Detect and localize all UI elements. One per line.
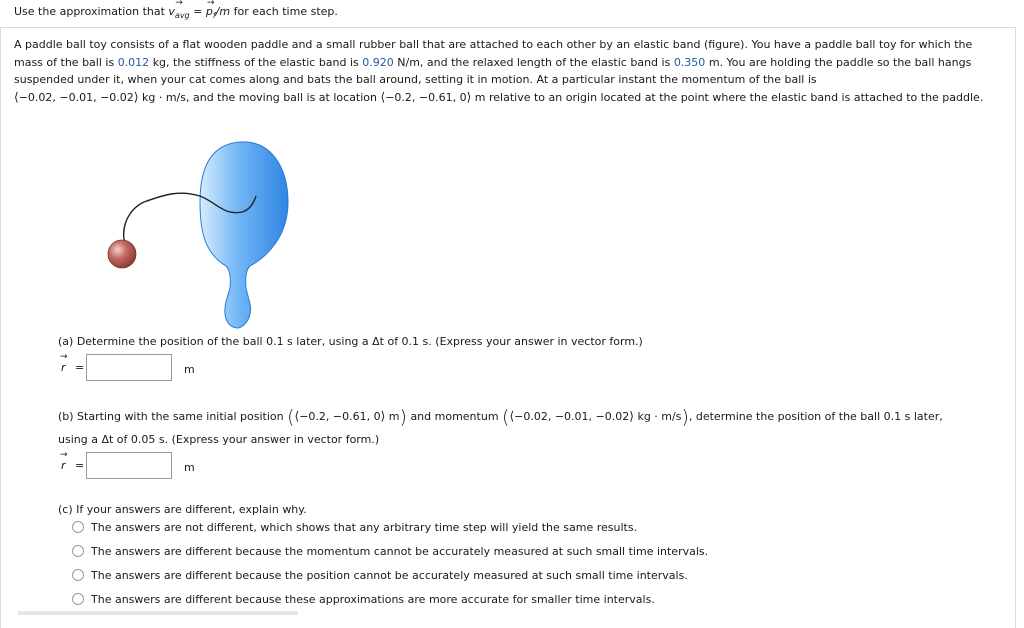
part-b-question: (b) Starting with the same initial position (⟨−0.2, −0.61, 0⟩ m) and momentum (⟨−0.02, −0.01, −0.02⟩ kg · m/s), determine the position of the ball 0.1 s later, <box>58 406 943 428</box>
part-c-option-2[interactable]: The answers are different because the momentum cannot be accurately measured at such small time intervals. <box>72 543 708 561</box>
part-b-unit: m <box>184 461 195 474</box>
hint-equals: = <box>193 5 203 18</box>
part-b-question-cont: using a Δt of 0.05 s. (Express your answer in vector form.) <box>58 433 380 446</box>
momentum-vector: −0.02, −0.01, −0.02 <box>18 90 134 104</box>
hint-over-m: /m <box>215 5 231 18</box>
part-a-answer-input[interactable] <box>86 354 172 381</box>
part-a-unit: m <box>184 363 195 376</box>
radio-button[interactable] <box>72 545 84 557</box>
r-vector-label: → r <box>61 361 66 374</box>
length-value: 0.350 <box>673 55 706 69</box>
equals-sign: = <box>75 459 85 472</box>
hint-suffix: for each time step. <box>233 5 338 18</box>
part-a-answer-row <box>58 354 218 384</box>
rubber-ball <box>108 240 136 268</box>
part-b-position: −0.2, −0.61, 0 <box>299 410 381 423</box>
v-avg-symbol: → $v_{avg}$ <box>168 2 189 26</box>
part-a-question: (a) Determine the position of the ball 0.1 s later, using a Δt of 0.1 s. (Express your answer in vector form.) <box>58 335 643 348</box>
part-b-momentum: −0.02, −0.01, −0.02 <box>514 410 630 423</box>
stiffness-value: 0.920 <box>362 55 394 69</box>
footer-divider <box>18 611 298 615</box>
part-c-question: (c) If your answers are different, explain why. <box>58 503 307 516</box>
part-c-option-3[interactable]: The answers are different because the position cannot be accurately measured at such small time intervals. <box>72 567 688 585</box>
part-c-option-4[interactable]: The answers are different because these approximations are more accurate for smaller time intervals. <box>72 591 655 609</box>
p-f-symbol: → $p_f$ <box>206 2 216 26</box>
approximation-hint <box>14 2 338 22</box>
hint-prefix: Use the approximation that <box>14 5 165 18</box>
paddle <box>200 142 288 328</box>
paddle-ball-figure <box>100 138 300 330</box>
radio-button[interactable] <box>72 569 84 581</box>
radio-button[interactable] <box>72 521 84 533</box>
radio-button[interactable] <box>72 593 84 605</box>
mass-value: 0.012 <box>117 55 150 69</box>
r-vector-label: → r <box>61 459 66 472</box>
equals-sign: = <box>75 361 85 374</box>
problem-statement: A paddle ball toy consists of a flat wooden paddle and a small rubber ball that are attached to each other by an elastic band (figure). You have a paddle ball toy for which the mass of the ball is 0.012 kg, the stiffness of the elastic band is 0.920 N/m, and the relaxed length of the elastic band is 0.350 m. You are holding the paddle so the ball hangs suspended under it, when your cat comes along and bats the ball around, setting it in motion. At a particular instant the momentum of the ball is ⟨−0.02, −0.01, −0.02⟩ kg · m/s, and the moving ball is at location ⟨−0.2, −0.61, 0⟩ m relative to an origin located at the point where the elastic band is attached to the paddle. <box>14 38 984 104</box>
part-b-answer-row <box>58 452 218 482</box>
part-b-answer-input[interactable] <box>86 452 172 479</box>
location-vector: −0.2, −0.61, 0 <box>385 90 467 104</box>
part-c-option-1[interactable]: The answers are not different, which shows that any arbitrary time step will yield the same results. <box>72 519 637 537</box>
